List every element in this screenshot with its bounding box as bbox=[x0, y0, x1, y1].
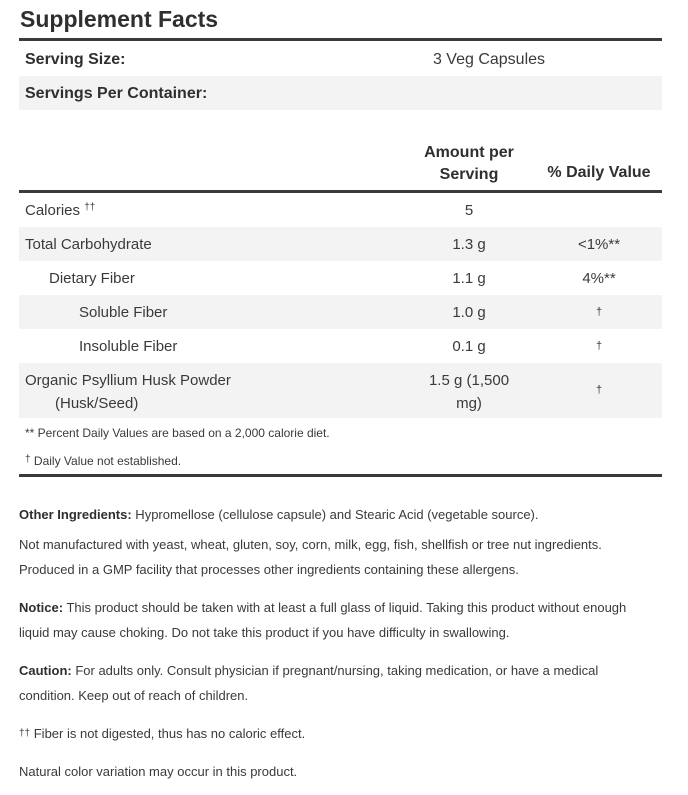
nutrient-name-line2: (Husk/Seed) bbox=[55, 395, 139, 412]
nutrient-dv: <1%** bbox=[577, 236, 621, 253]
nutrient-dv: 4%** bbox=[582, 270, 616, 287]
notice-label: Notice: bbox=[19, 600, 64, 615]
nutrient-amount: 0.1 g bbox=[452, 338, 486, 355]
other-ingredients-label: Other Ingredients: bbox=[19, 507, 132, 522]
nutrient-row-total-carbohydrate bbox=[19, 227, 662, 261]
serving-size-label: Serving Size: bbox=[25, 51, 126, 68]
other-ingredients bbox=[19, 502, 669, 527]
caution-statement bbox=[19, 658, 669, 708]
color-variation-note: Natural color variation may occur in this product. bbox=[19, 764, 298, 779]
allergen-line2: Produced in a GMP facility that processes other ingredients containing these allergens. bbox=[19, 562, 519, 577]
nutrient-name: Calories †† bbox=[25, 202, 96, 219]
nutrient-amount: 5 bbox=[464, 202, 474, 219]
nutrient-name: Total Carbohydrate bbox=[25, 236, 152, 253]
amount-header-line1: Amount per bbox=[424, 144, 514, 161]
daily-value-header: % Daily Value bbox=[547, 164, 651, 181]
other-ingredients-text: Hypromellose (cellulose capsule) and Stearic Acid (vegetable source). bbox=[131, 507, 539, 522]
nutrient-row-insoluble-fiber bbox=[19, 329, 662, 363]
servings-per-container-label: Servings Per Container: bbox=[25, 85, 208, 102]
nutrient-dv: † bbox=[595, 306, 603, 318]
amount-per-serving-header bbox=[414, 142, 524, 186]
nutrient-row-psyllium bbox=[19, 363, 662, 418]
panel-title: Supplement Facts bbox=[20, 6, 219, 32]
caution-line1: For adults only. Consult physician if pregnant/nursing, taking medication, or have a medical bbox=[71, 663, 599, 678]
panel-bottom-divider bbox=[19, 474, 662, 477]
nutrient-row-calories bbox=[19, 193, 662, 227]
caution-line2: condition. Keep out of reach of children. bbox=[19, 688, 249, 703]
percent-dv-footnote: ** Percent Daily Values are based on a 2,000 calorie diet. bbox=[25, 426, 330, 440]
notice-line2: liquid may cause choking. Do not take this product if you have difficulty in swallowing. bbox=[19, 625, 510, 640]
fiber-note-mark: †† bbox=[19, 728, 31, 739]
nutrient-name: Dietary Fiber bbox=[49, 270, 135, 287]
nutrient-amount-line2: mg) bbox=[456, 395, 482, 412]
nutrient-dv: † bbox=[595, 384, 603, 396]
allergen-line1: Not manufactured with yeast, wheat, gluten, soy, corn, milk, egg, fish, shellfish or tree nut ingredients. bbox=[19, 537, 602, 552]
nutrient-name-line1: Organic Psyllium Husk Powder bbox=[25, 372, 231, 389]
nutrient-row-soluble-fiber bbox=[19, 295, 662, 329]
notice-line1: This product should be taken with at least a full glass of liquid. Taking this product without enough bbox=[63, 600, 627, 615]
allergen-statement bbox=[19, 532, 669, 582]
nutrient-amount bbox=[414, 369, 524, 415]
nutrient-row-dietary-fiber bbox=[19, 261, 662, 295]
amount-header-line2: Serving bbox=[439, 166, 499, 183]
dv-not-established-footnote: † Daily Value not established. bbox=[25, 454, 182, 468]
servings-per-container-row bbox=[19, 76, 662, 110]
nutrient-amount: 1.3 g bbox=[452, 236, 486, 253]
serving-size-value: 3 Veg Capsules bbox=[432, 51, 546, 68]
nutrient-name: Insoluble Fiber bbox=[79, 338, 178, 355]
nutrient-amount-line1: 1.5 g (1,500 bbox=[428, 372, 510, 389]
fiber-note-text: Fiber is not digested, thus has no caloric effect. bbox=[30, 726, 306, 741]
nutrient-dv: † bbox=[595, 340, 603, 352]
nutrient-amount: 1.1 g bbox=[452, 270, 486, 287]
nutrient-name: Soluble Fiber bbox=[79, 304, 168, 321]
table-header bbox=[19, 140, 662, 190]
nutrient-amount: 1.0 g bbox=[452, 304, 486, 321]
notice-statement bbox=[19, 595, 669, 645]
nutrient-name bbox=[25, 369, 231, 415]
serving-size-row bbox=[19, 42, 662, 76]
caution-label: Caution: bbox=[19, 663, 72, 678]
fiber-note bbox=[19, 721, 669, 746]
title-divider bbox=[19, 38, 662, 41]
